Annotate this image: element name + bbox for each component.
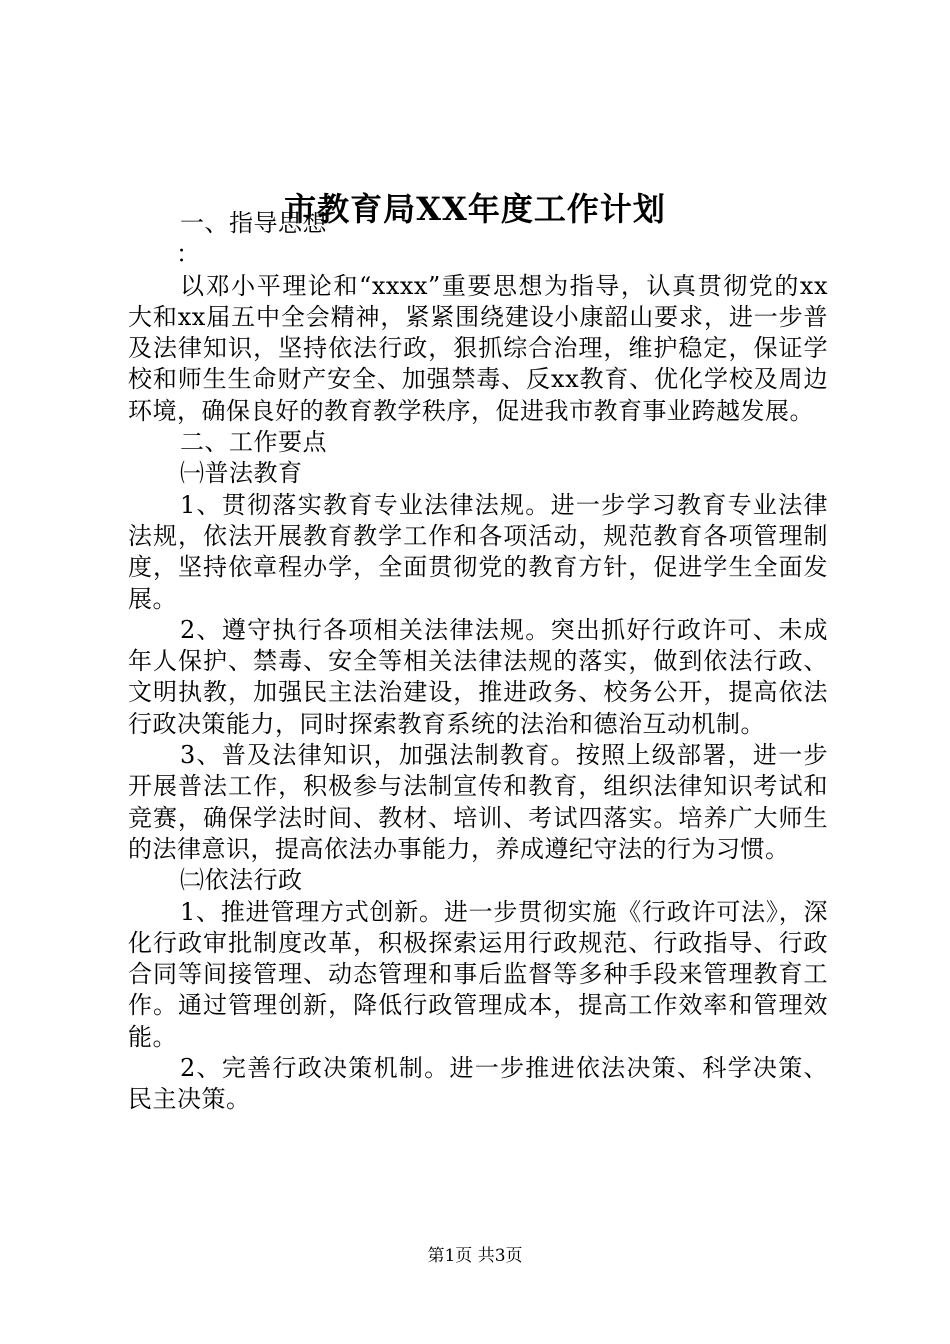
colon-line: ：	[176, 240, 201, 269]
paragraph-admin-item-1: 1、推进管理方式创新。进一步贯彻实施《行政许可法》，深化行政审批制度改革，积极探索运用行政规范、行政指导、行政合同等间接管理、动态管理和事后监督等多种手段来管理教育工作。通过管理创新，降低行政管理成本，提高工作效率和管理效能。	[128, 897, 828, 1051]
subsection-heading-lawful-administration: ㈡依法行政	[180, 866, 303, 895]
document-body	[128, 208, 828, 1116]
paragraph-item-1: 1、贯彻落实教育专业法律法规。进一步学习教育专业法律法规，依法开展教育教学工作和各项活动，规范教育各项管理制度，坚持依章程办学，全面贯彻党的教育方针，促进学生全面发展。	[128, 490, 828, 613]
subsection-heading-legal-education: ㈠普法教育	[180, 459, 303, 488]
paragraph-admin-item-2: 2、完善行政决策机制。进一步推进依法决策、科学决策、民主决策。	[128, 1054, 828, 1114]
paragraph-item-2: 2、遵守执行各项相关法律法规。突出抓好行政许可、未成年人保护、禁毒、安全等相关法律法规的落实，做到依法行政、文明执教，加强民主法治建设，推进政务、校务公开，提高依法行政决策能力，同时探索教育系统的法治和德治互动机制。	[128, 615, 828, 738]
page-number-footer: 第1页 共3页	[427, 1246, 523, 1266]
paragraph-guiding-ideology: 以邓小平理论和“xxxx”重要思想为指导，认真贯彻党的xx大和xx届五中全会精神，紧紧围绕建设小康韶山要求，进一步普及法律知识，坚持依法行政，狠抓综合治理，维护稳定，保证学校和师生生命财产安全、加强禁毒、反xx教育、优化学校及周边环境，确保良好的教育教学秩序，促进我市教育事业跨越发展。	[128, 271, 828, 425]
paragraph-item-3: 3、普及法律知识，加强法制教育。按照上级部署，进一步开展普法工作，积极参与法制宣传和教育，组织法律知识考试和竞赛，确保学法时间、教材、培训、考试四落实。培养广大师生的法律意识，提高依法办事能力，养成遵纪守法的行为习惯。	[128, 741, 828, 863]
section-heading-work-points: 二、工作要点	[180, 428, 327, 457]
section-heading-guiding-ideology: 一、指导思想	[180, 209, 327, 237]
document-title: 市教育局XX年度工作计划	[284, 190, 666, 228]
